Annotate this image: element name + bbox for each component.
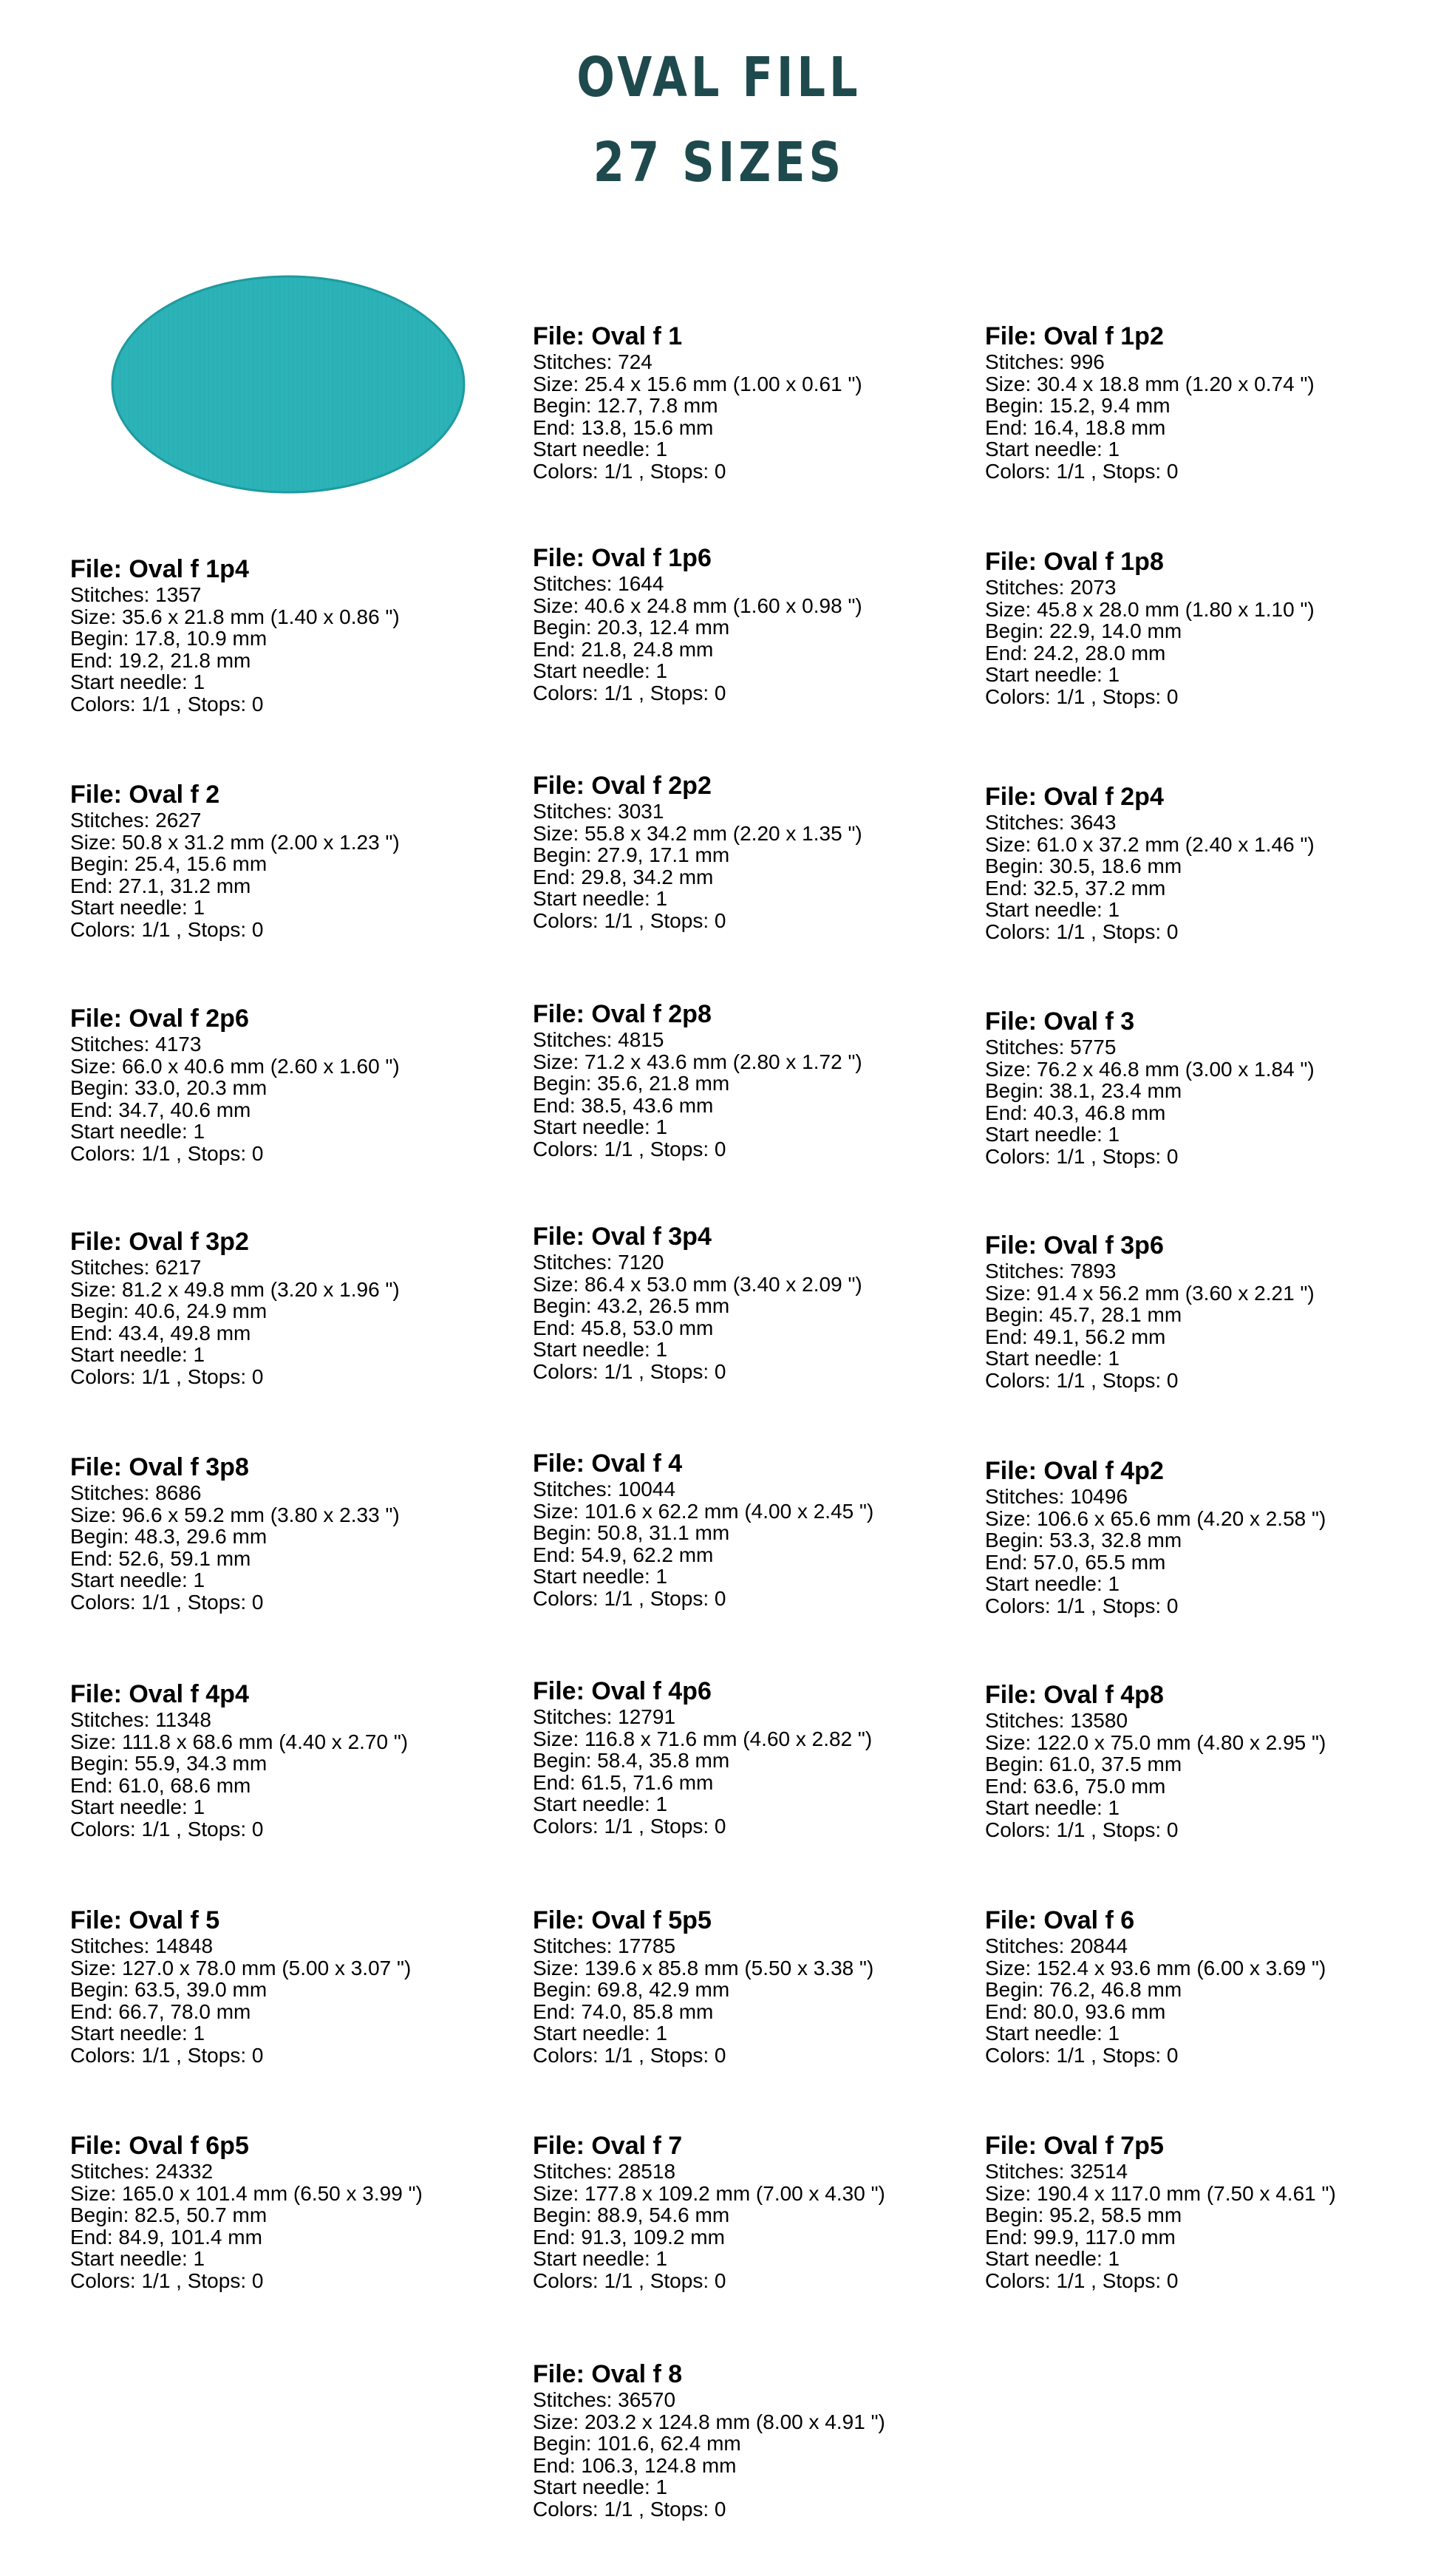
size-value: Size: 190.4 x 117.0 mm (7.50 x 4.61 ") — [985, 2181, 1336, 2205]
size-value: Size: 106.6 x 65.6 mm (4.20 x 2.58 ") — [985, 1506, 1326, 1530]
start-needle: Start needle: 1 — [985, 2247, 1120, 2270]
begin-value: Begin: 15.2, 9.4 mm — [985, 394, 1170, 417]
stitches-count: Stitches: 10496 — [985, 1485, 1128, 1508]
end-value: End: 43.4, 49.8 mm — [70, 1321, 251, 1345]
size-value: Size: 66.0 x 40.6 mm (2.60 x 1.60 ") — [70, 1054, 400, 1078]
colors-stops: Colors: 1/1 , Stops: 0 — [533, 1586, 726, 1610]
colors-stops: Colors: 1/1 , Stops: 0 — [70, 1817, 264, 1841]
begin-value: Begin: 38.1, 23.4 mm — [985, 1079, 1182, 1102]
size-value: Size: 30.4 x 18.8 mm (1.20 x 0.74 ") — [985, 372, 1315, 395]
file-name: File: Oval f 1p8 — [985, 548, 1164, 576]
start-needle: Start needle: 1 — [985, 438, 1120, 461]
begin-value: Begin: 61.0, 37.5 mm — [985, 1753, 1182, 1775]
colors-stops: Colors: 1/1 , Stops: 0 — [985, 1818, 1179, 1841]
size-value: Size: 55.8 x 34.2 mm (2.20 x 1.35 ") — [533, 821, 862, 845]
start-needle: Start needle: 1 — [70, 896, 205, 919]
stitches-count: Stitches: 3643 — [985, 811, 1117, 834]
stitches-count: Stitches: 28518 — [533, 2160, 676, 2183]
size-value: Size: 45.8 x 28.0 mm (1.80 x 1.10 ") — [985, 597, 1315, 621]
size-value: Size: 50.8 x 31.2 mm (2.00 x 1.23 ") — [70, 830, 400, 854]
stitches-count: Stitches: 7120 — [533, 1251, 664, 1274]
file-name: File: Oval f 2p8 — [533, 1000, 712, 1028]
stitches-count: Stitches: 17785 — [533, 1934, 676, 1957]
file-info-block — [70, 1227, 400, 1387]
file-info-block — [70, 1679, 408, 1840]
size-value: Size: 76.2 x 46.8 mm (3.00 x 1.84 ") — [985, 1057, 1315, 1081]
start-needle: Start needle: 1 — [533, 2475, 668, 2498]
size-value: Size: 152.4 x 93.6 mm (6.00 x 3.69 ") — [985, 1956, 1326, 1979]
start-needle: Start needle: 1 — [985, 898, 1120, 921]
start-needle: Start needle: 1 — [533, 438, 668, 461]
begin-value: Begin: 53.3, 32.8 mm — [985, 1529, 1182, 1552]
colors-stops: Colors: 1/1 , Stops: 0 — [985, 1144, 1179, 1168]
end-value: End: 19.2, 21.8 mm — [70, 648, 251, 672]
end-value: End: 34.7, 40.6 mm — [70, 1098, 251, 1121]
file-info-block — [70, 1004, 400, 1164]
file-name: File: Oval f 3p4 — [533, 1223, 712, 1251]
colors-stops: Colors: 1/1 , Stops: 0 — [533, 908, 726, 932]
start-needle: Start needle: 1 — [533, 2022, 668, 2045]
file-info-block — [70, 2131, 423, 2291]
stitches-count: Stitches: 20844 — [985, 1934, 1128, 1957]
size-value: Size: 61.0 x 37.2 mm (2.40 x 1.46 ") — [985, 832, 1315, 856]
file-info-block — [985, 322, 1315, 482]
start-needle: Start needle: 1 — [985, 663, 1120, 686]
end-value: End: 99.9, 117.0 mm — [985, 2225, 1176, 2249]
size-value: Size: 35.6 x 21.8 mm (1.40 x 0.86 ") — [70, 605, 400, 628]
end-value: End: 40.3, 46.8 mm — [985, 1101, 1166, 1124]
file-name: File: Oval f 8 — [533, 2360, 683, 2388]
begin-value: Begin: 82.5, 50.7 mm — [70, 2203, 268, 2226]
end-value: End: 32.5, 37.2 mm — [985, 876, 1166, 900]
stitches-count: Stitches: 724 — [533, 350, 652, 373]
start-needle: Start needle: 1 — [533, 1792, 668, 1815]
start-needle: Start needle: 1 — [70, 2247, 205, 2270]
stitches-count: Stitches: 36570 — [533, 2388, 676, 2411]
colors-stops: Colors: 1/1 , Stops: 0 — [533, 1137, 726, 1160]
start-needle: Start needle: 1 — [533, 659, 668, 682]
oval-stitch-texture — [114, 278, 463, 491]
file-name: File: Oval f 2p6 — [70, 1005, 249, 1033]
size-value: Size: 86.4 x 53.0 mm (3.40 x 2.09 ") — [533, 1272, 862, 1296]
begin-value: Begin: 43.2, 26.5 mm — [533, 1294, 730, 1317]
begin-value: Begin: 63.5, 39.0 mm — [70, 1978, 268, 2001]
file-info-block — [533, 2359, 885, 2520]
start-needle: Start needle: 1 — [985, 1123, 1120, 1146]
end-value: End: 45.8, 53.0 mm — [533, 1316, 714, 1339]
file-info-block — [70, 554, 400, 715]
begin-value: Begin: 45.7, 28.1 mm — [985, 1303, 1182, 1326]
start-needle: Start needle: 1 — [70, 670, 205, 693]
end-value: End: 49.1, 56.2 mm — [985, 1325, 1166, 1348]
size-value: Size: 71.2 x 43.6 mm (2.80 x 1.72 ") — [533, 1050, 862, 1073]
file-name: File: Oval f 3 — [985, 1007, 1135, 1036]
stitches-count: Stitches: 996 — [985, 350, 1105, 373]
size-value: Size: 122.0 x 75.0 mm (4.80 x 2.95 ") — [985, 1730, 1326, 1754]
colors-stops: Colors: 1/1 , Stops: 0 — [985, 684, 1179, 708]
size-value: Size: 116.8 x 71.6 mm (4.60 x 2.82 ") — [533, 1727, 873, 1750]
colors-stops: Colors: 1/1 , Stops: 0 — [985, 2269, 1179, 2292]
file-info-block — [533, 1449, 873, 1609]
end-value: End: 13.8, 15.6 mm — [533, 415, 714, 439]
file-info-block — [985, 1906, 1326, 2066]
file-name: File: Oval f 5p5 — [533, 1906, 712, 1934]
stitches-count: Stitches: 5775 — [985, 1036, 1117, 1058]
file-info-block — [70, 1452, 400, 1613]
colors-stops: Colors: 1/1 , Stops: 0 — [533, 2043, 726, 2067]
file-info-block — [533, 999, 862, 1160]
file-name: File: Oval f 3p6 — [985, 1231, 1164, 1260]
file-name: File: Oval f 6p5 — [70, 2132, 249, 2160]
file-info-block — [985, 1231, 1315, 1391]
colors-stops: Colors: 1/1 , Stops: 0 — [985, 920, 1179, 943]
end-value: End: 54.9, 62.2 mm — [533, 1543, 714, 1566]
end-value: End: 21.8, 24.8 mm — [533, 637, 714, 661]
file-name: File: Oval f 1p6 — [533, 544, 712, 572]
end-value: End: 66.7, 78.0 mm — [70, 1999, 251, 2023]
start-needle: Start needle: 1 — [70, 1569, 205, 1591]
file-name: File: Oval f 1p2 — [985, 322, 1164, 350]
begin-value: Begin: 20.3, 12.4 mm — [533, 616, 730, 639]
begin-value: Begin: 58.4, 35.8 mm — [533, 1749, 730, 1772]
size-value: Size: 101.6 x 62.2 mm (4.00 x 2.45 ") — [533, 1499, 874, 1523]
begin-value: Begin: 30.5, 18.6 mm — [985, 854, 1182, 877]
end-value: End: 29.8, 34.2 mm — [533, 865, 714, 888]
file-name: File: Oval f 2p2 — [533, 772, 712, 800]
size-value: Size: 111.8 x 68.6 mm (4.40 x 2.70 ") — [70, 1730, 409, 1753]
size-value: Size: 40.6 x 24.8 mm (1.60 x 0.98 ") — [533, 594, 862, 617]
colors-stops: Colors: 1/1 , Stops: 0 — [70, 1141, 264, 1165]
file-info-block — [533, 1906, 873, 2066]
start-needle: Start needle: 1 — [533, 2247, 668, 2270]
file-info-block — [985, 2131, 1336, 2291]
begin-value: Begin: 76.2, 46.8 mm — [985, 1978, 1182, 2001]
file-name: File: Oval f 6 — [985, 1906, 1135, 1934]
start-needle: Start needle: 1 — [533, 887, 668, 910]
begin-value: Begin: 69.8, 42.9 mm — [533, 1978, 730, 2001]
stitches-count: Stitches: 6217 — [70, 1256, 202, 1279]
begin-value: Begin: 17.8, 10.9 mm — [70, 627, 268, 650]
start-needle: Start needle: 1 — [985, 2022, 1120, 2045]
file-info-block — [70, 1906, 411, 2066]
file-name: File: Oval f 1 — [533, 322, 683, 350]
end-value: End: 106.3, 124.8 mm — [533, 2453, 737, 2477]
file-info-block — [985, 1007, 1315, 1167]
size-value: Size: 139.6 x 85.8 mm (5.50 x 3.38 ") — [533, 1956, 874, 1979]
stitches-count: Stitches: 24332 — [70, 2160, 214, 2183]
colors-stops: Colors: 1/1 , Stops: 0 — [70, 1590, 264, 1614]
size-value: Size: 25.4 x 15.6 mm (1.00 x 0.61 ") — [533, 372, 862, 395]
colors-stops: Colors: 1/1 , Stops: 0 — [533, 2497, 726, 2521]
stitches-count: Stitches: 11348 — [70, 1708, 211, 1731]
size-value: Size: 81.2 x 49.8 mm (3.20 x 1.96 ") — [70, 1277, 400, 1301]
file-name: File: Oval f 2 — [70, 781, 220, 809]
stitches-count: Stitches: 2073 — [985, 576, 1117, 599]
file-name: File: Oval f 4p6 — [533, 1677, 712, 1705]
file-info-block — [533, 1676, 872, 1837]
file-name: File: Oval f 4p8 — [985, 1681, 1164, 1709]
stitches-count: Stitches: 14848 — [70, 1934, 214, 1957]
file-name: File: Oval f 4 — [533, 1450, 683, 1478]
end-value: End: 57.0, 65.5 mm — [985, 1550, 1166, 1574]
end-value: End: 74.0, 85.8 mm — [533, 1999, 714, 2023]
colors-stops: Colors: 1/1 , Stops: 0 — [985, 1594, 1179, 1617]
start-needle: Start needle: 1 — [70, 2022, 205, 2045]
stitches-count: Stitches: 13580 — [985, 1709, 1128, 1732]
start-needle: Start needle: 1 — [985, 1347, 1120, 1370]
colors-stops: Colors: 1/1 , Stops: 0 — [533, 1359, 726, 1383]
start-needle: Start needle: 1 — [985, 1572, 1120, 1595]
begin-value: Begin: 88.9, 54.6 mm — [533, 2203, 730, 2226]
file-name: File: Oval f 7p5 — [985, 2132, 1164, 2160]
end-value: End: 91.3, 109.2 mm — [533, 2225, 725, 2249]
begin-value: Begin: 33.0, 20.3 mm — [70, 1076, 268, 1099]
size-value: Size: 91.4 x 56.2 mm (3.60 x 2.21 ") — [985, 1281, 1315, 1305]
colors-stops: Colors: 1/1 , Stops: 0 — [70, 1365, 264, 1388]
start-needle: Start needle: 1 — [533, 1115, 668, 1138]
stitches-count: Stitches: 3031 — [533, 800, 664, 823]
end-value: End: 80.0, 93.6 mm — [985, 1999, 1166, 2023]
size-value: Size: 127.0 x 78.0 mm (5.00 x 3.07 ") — [70, 1956, 412, 1979]
stitches-count: Stitches: 10044 — [533, 1478, 676, 1501]
stitches-count: Stitches: 8686 — [70, 1481, 202, 1504]
begin-value: Begin: 101.6, 62.4 mm — [533, 2432, 741, 2455]
colors-stops: Colors: 1/1 , Stops: 0 — [70, 917, 264, 941]
file-info-block — [533, 322, 862, 482]
file-info-block — [985, 1680, 1326, 1841]
begin-value: Begin: 40.6, 24.9 mm — [70, 1299, 268, 1322]
colors-stops: Colors: 1/1 , Stops: 0 — [533, 459, 726, 483]
file-name: File: Oval f 7 — [533, 2132, 683, 2160]
file-name: File: Oval f 1p4 — [70, 555, 249, 583]
colors-stops: Colors: 1/1 , Stops: 0 — [70, 2043, 264, 2067]
end-value: End: 61.5, 71.6 mm — [533, 1770, 714, 1794]
begin-value: Begin: 12.7, 7.8 mm — [533, 394, 718, 417]
stitches-count: Stitches: 1644 — [533, 572, 664, 595]
file-info-block — [985, 1456, 1326, 1617]
file-name: File: Oval f 4p4 — [70, 1680, 249, 1708]
colors-stops: Colors: 1/1 , Stops: 0 — [985, 1368, 1179, 1392]
size-value: Size: 96.6 x 59.2 mm (3.80 x 2.33 ") — [70, 1503, 400, 1526]
file-info-block — [533, 2131, 885, 2291]
stitches-count: Stitches: 4815 — [533, 1028, 664, 1051]
size-value: Size: 177.8 x 109.2 mm (7.00 x 4.30 ") — [533, 2181, 885, 2205]
file-name: File: Oval f 3p2 — [70, 1228, 249, 1256]
end-value: End: 84.9, 101.4 mm — [70, 2225, 262, 2249]
start-needle: Start needle: 1 — [533, 1565, 668, 1588]
colors-stops: Colors: 1/1 , Stops: 0 — [70, 2269, 264, 2292]
start-needle: Start needle: 1 — [70, 1795, 205, 1818]
start-needle: Start needle: 1 — [985, 1796, 1120, 1819]
page-title: OVAL FILL — [576, 46, 862, 109]
end-value: End: 16.4, 18.8 mm — [985, 415, 1166, 439]
size-value: Size: 165.0 x 101.4 mm (6.50 x 3.99 ") — [70, 2181, 423, 2205]
file-name: File: Oval f 3p8 — [70, 1453, 249, 1481]
file-info-block — [533, 543, 862, 704]
oval-preview-image — [111, 275, 466, 494]
begin-value: Begin: 95.2, 58.5 mm — [985, 2203, 1182, 2226]
file-name: File: Oval f 4p2 — [985, 1457, 1164, 1485]
file-info-block — [70, 780, 400, 940]
stitches-count: Stitches: 1357 — [70, 583, 202, 606]
colors-stops: Colors: 1/1 , Stops: 0 — [70, 692, 264, 716]
begin-value: Begin: 55.9, 34.3 mm — [70, 1752, 268, 1775]
file-info-block — [533, 771, 862, 931]
end-value: End: 24.2, 28.0 mm — [985, 641, 1166, 665]
begin-value: Begin: 48.3, 29.6 mm — [70, 1525, 268, 1548]
begin-value: Begin: 35.6, 21.8 mm — [533, 1072, 730, 1095]
file-info-block — [985, 547, 1315, 707]
colors-stops: Colors: 1/1 , Stops: 0 — [985, 459, 1179, 483]
stitches-count: Stitches: 32514 — [985, 2160, 1128, 2183]
begin-value: Begin: 27.9, 17.1 mm — [533, 843, 730, 866]
end-value: End: 61.0, 68.6 mm — [70, 1773, 251, 1797]
stitches-count: Stitches: 7893 — [985, 1260, 1117, 1282]
end-value: End: 27.1, 31.2 mm — [70, 874, 251, 897]
file-info-block — [533, 1222, 862, 1382]
start-needle: Start needle: 1 — [533, 1338, 668, 1361]
begin-value: Begin: 22.9, 14.0 mm — [985, 619, 1182, 642]
start-needle: Start needle: 1 — [70, 1343, 205, 1366]
page-subtitle: 27 SIZES — [593, 131, 845, 194]
begin-value: Begin: 25.4, 15.6 mm — [70, 852, 268, 875]
file-name: File: Oval f 2p4 — [985, 783, 1164, 811]
end-value: End: 38.5, 43.6 mm — [533, 1093, 714, 1117]
start-needle: Start needle: 1 — [70, 1120, 205, 1143]
file-info-block — [985, 782, 1315, 942]
begin-value: Begin: 50.8, 31.1 mm — [533, 1521, 730, 1544]
stitches-count: Stitches: 2627 — [70, 809, 202, 832]
colors-stops: Colors: 1/1 , Stops: 0 — [533, 2269, 726, 2292]
colors-stops: Colors: 1/1 , Stops: 0 — [533, 1814, 726, 1838]
colors-stops: Colors: 1/1 , Stops: 0 — [985, 2043, 1179, 2067]
stitches-count: Stitches: 4173 — [70, 1033, 202, 1056]
end-value: End: 63.6, 75.0 mm — [985, 1774, 1166, 1798]
size-value: Size: 203.2 x 124.8 mm (8.00 x 4.91 ") — [533, 2410, 885, 2433]
end-value: End: 52.6, 59.1 mm — [70, 1546, 251, 1570]
colors-stops: Colors: 1/1 , Stops: 0 — [533, 681, 726, 704]
stitches-count: Stitches: 12791 — [533, 1705, 676, 1728]
file-name: File: Oval f 5 — [70, 1906, 220, 1934]
